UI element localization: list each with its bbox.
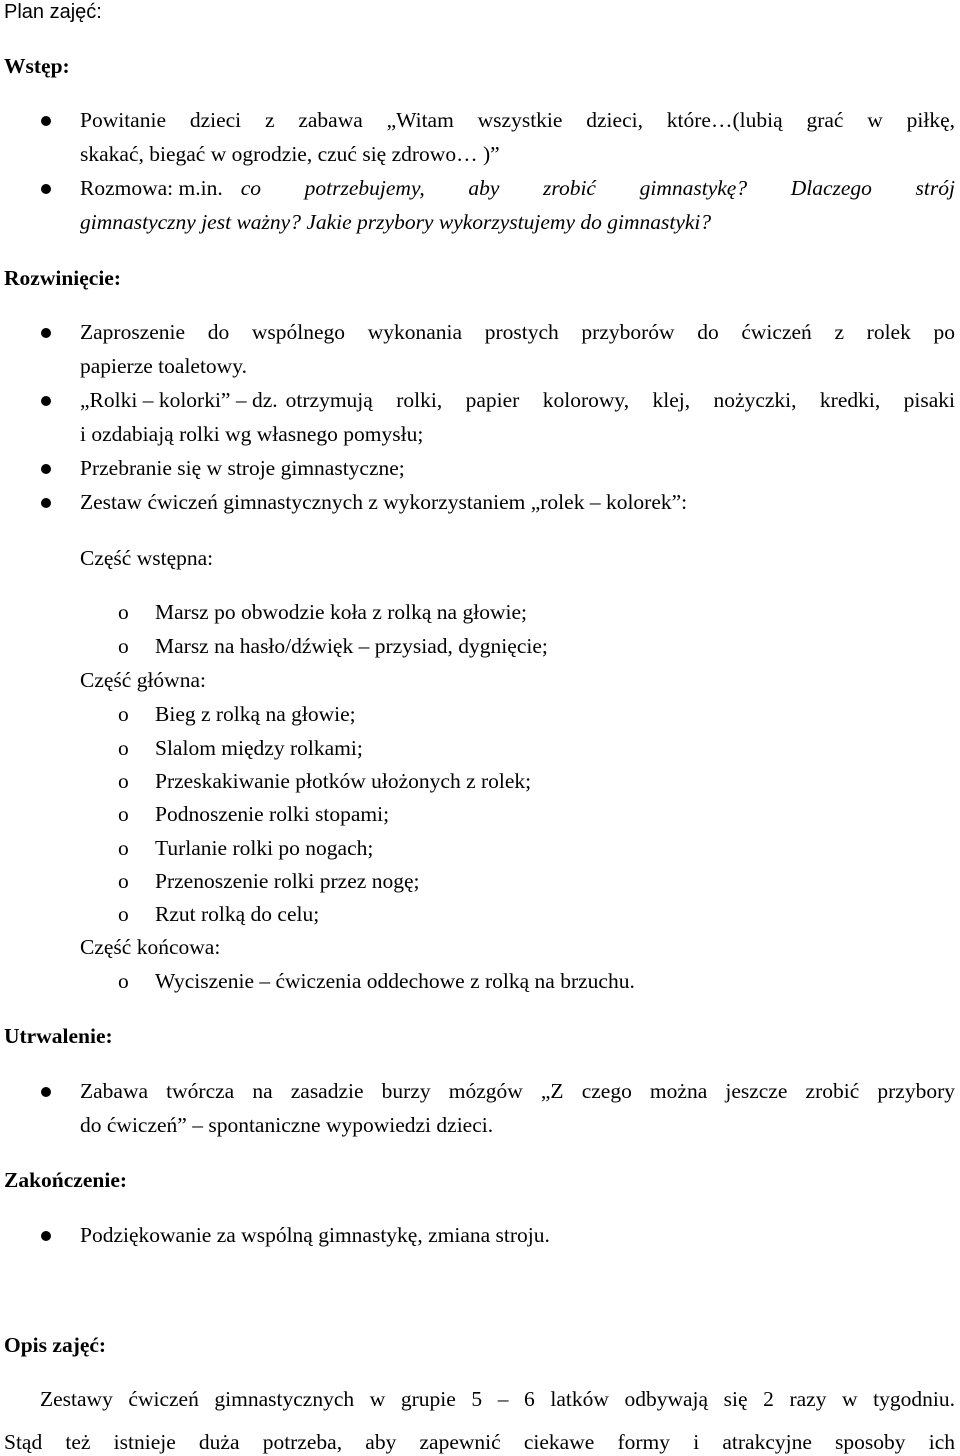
wstep-item-2-line-2: gimnastyczny jest ważny? Jakie przybory wykorzystujemy do gimnastyki? xyxy=(80,210,712,234)
rozwiniecie-item-2-rest: otrzymują rolki, papier kolorowy, klej, nożyczki, kredki, pisaki xyxy=(285,388,955,412)
rozwiniecie-item-2-lead: „Rolki – kolorki” – dz. xyxy=(80,388,278,412)
bullet-icon xyxy=(41,328,51,338)
bullet-icon xyxy=(41,464,51,474)
rozwiniecie-item-2-line-2: i ozdabiają rolki wg własnego pomysłu; xyxy=(80,422,424,446)
section-heading-wstep: Wstęp: xyxy=(4,54,70,78)
bullet-icon xyxy=(41,116,51,126)
page-title: Plan zajęć: xyxy=(4,1,102,23)
rozwiniecie-item-3: Przebranie się w stroje gimnastyczne; xyxy=(80,456,405,480)
glowna-item-1: Bieg z rolką na głowie; xyxy=(155,702,356,726)
opis-line-2: Stąd też istnieje duża potrzeba, aby zapewnić ciekawe formy i atrakcyjne sposoby ich xyxy=(4,1430,955,1454)
section-heading-opis: Opis zajęć: xyxy=(4,1333,107,1357)
wstepna-item-2: Marsz na hasło/dźwięk – przysiad, dygnięcie; xyxy=(155,634,548,658)
utrwalenie-item-1-line-1: Zabawa twórcza na zasadzie burzy mózgów „Z czego można jeszcze zrobić przybory xyxy=(80,1079,955,1103)
utrwalenie-item-1-line-2: do ćwiczeń” – spontaniczne wypowiedzi dzieci. xyxy=(80,1113,494,1137)
circle-marker-icon: o xyxy=(118,769,129,793)
bullet-icon xyxy=(41,498,51,508)
circle-marker-icon: o xyxy=(118,969,129,993)
section-heading-zakonczenie: Zakończenie: xyxy=(4,1168,128,1192)
circle-marker-icon: o xyxy=(118,702,129,726)
circle-marker-icon: o xyxy=(118,600,129,624)
glowna-item-3: Przeskakiwanie płotków ułożonych z rolek; xyxy=(155,769,532,793)
part-label-glowna: Część główna: xyxy=(80,668,206,692)
rozwiniecie-item-1-line-1: Zaproszenie do wspólnego wykonania prostych przyborów do ćwiczeń z rolek po xyxy=(80,320,955,344)
bullet-icon xyxy=(41,1231,51,1241)
wstep-item-2-line-1 xyxy=(80,178,955,200)
zakonczenie-item-1: Podziękowanie za wspólną gimnastykę, zmiana stroju. xyxy=(80,1223,550,1247)
rozwiniecie-item-4: Zestaw ćwiczeń gimnastycznych z wykorzystaniem „rolek – kolorek”: xyxy=(80,490,688,514)
bullet-icon xyxy=(41,1087,51,1097)
opis-line-1: Zestawy ćwiczeń gimnastycznych w grupie 5 – 6 latków odbywają się 2 razy w tygodniu. xyxy=(40,1387,955,1411)
circle-marker-icon: o xyxy=(118,902,129,926)
section-heading-utrwalenie: Utrwalenie: xyxy=(4,1024,113,1048)
section-heading-rozwiniecie: Rozwinięcie: xyxy=(4,266,122,290)
part-label-koncowa: Część końcowa: xyxy=(80,935,221,959)
wstep-item-2-question: co potrzebujemy, aby zrobić gimnastykę? Dlaczego strój xyxy=(240,176,955,200)
glowna-item-4: Podnoszenie rolki stopami; xyxy=(155,802,390,826)
circle-marker-icon: o xyxy=(118,634,129,658)
glowna-item-2: Slalom między rolkami; xyxy=(155,736,363,760)
wstep-item-2-lead: Rozmowa: m.in. xyxy=(80,176,223,200)
wstep-item-1-line-2: skakać, biegać w ogrodzie, czuć się zdrowo… )” xyxy=(80,142,500,166)
part-label-wstepna: Część wstępna: xyxy=(80,546,214,570)
glowna-item-6: Przenoszenie rolki przez nogę; xyxy=(155,869,420,893)
circle-marker-icon: o xyxy=(118,736,129,760)
circle-marker-icon: o xyxy=(118,836,129,860)
bullet-icon xyxy=(41,396,51,406)
koncowa-item-1: Wyciszenie – ćwiczenia oddechowe z rolką na brzuchu. xyxy=(155,969,635,993)
glowna-item-5: Turlanie rolki po nogach; xyxy=(155,836,374,860)
bullet-icon xyxy=(41,184,51,194)
circle-marker-icon: o xyxy=(118,802,129,826)
wstep-item-1-line-1: Powitanie dzieci z zabawa „Witam wszystkie dzieci, które…(lubią grać w piłkę, xyxy=(80,108,955,132)
rozwiniecie-item-2-line-1 xyxy=(80,390,955,412)
circle-marker-icon: o xyxy=(118,869,129,893)
wstepna-item-1: Marsz po obwodzie koła z rolką na głowie; xyxy=(155,600,527,624)
glowna-item-7: Rzut rolką do celu; xyxy=(155,902,320,926)
rozwiniecie-item-1-line-2: papierze toaletowy. xyxy=(80,354,247,378)
